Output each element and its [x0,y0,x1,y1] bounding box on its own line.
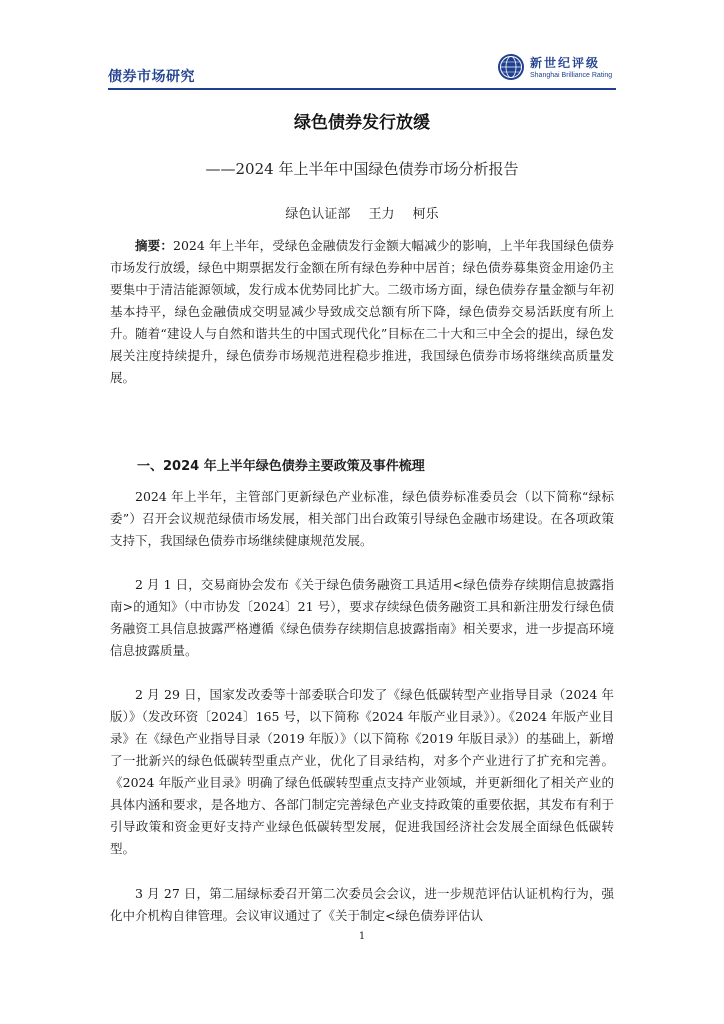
abstract-text: 2024 年上半年，受绿色金融债发行金额大幅减少的影响，上半年我国绿色债券市场发行放缓，绿色中期票据发行金额在所有绿色券种中居首；绿色债券募集资金用途仍主要集中于清洁能源领域，发行成本优势同比扩大。二级市场方面，绿色债券存量金额与年初基本持平，绿色金融债成交明显减少导致成交总额有所下降，绿色债券交易活跃度有所上升。随着“建设人与自然和谐共生的中国式现代化”目标在二十大和三中全会的提出，绿色发展关注度持续提升，绿色债券市场规范进程稳步推进，我国绿色债券市场将继续高质量发展。 [110,238,614,385]
logo-chinese-name: 新世纪评级 [530,56,601,70]
author-line [0,203,724,222]
header-divider [108,88,616,90]
page-number: 1 [358,931,366,942]
body-paragraph: 2024 年上半年，主管部门更新绿色产业标准，绿色债券标准委员会（以下简称“绿标委”）召开会议规范绿债市场发展，相关部门出台政策引导绿色金融市场建设。在各项政策支持下，我国绿色债券市场继续健康规范发展。 [110,489,614,548]
body-paragraph: 3 月 27 日，第二届绿标委召开第二次委员会会议，进一步规范评估认证机构行为，强化中介机构自律管理。会议审议通过了《关于制定<绿色债券评估认 [110,886,614,923]
department-name: 绿色认证部 [285,207,351,222]
report-subtitle: ——2024 年上半年中国绿色债券市场分析报告 [205,160,519,178]
abstract-paragraph [110,235,614,389]
header-section-title: 债券市场研究 [108,69,195,85]
logo-english-name: Shanghai Brilliance Rating [530,72,613,79]
report-title: 绿色债券发行放缓 [294,113,430,133]
globe-seal-icon [497,53,525,81]
abstract-label: 摘要： [135,238,173,253]
author-name: 王力 [368,207,395,222]
section-heading: 一、2024 年上半年绿色债券主要政策及事件梳理 [137,459,425,474]
body-paragraph: 2 月 1 日，交易商协会发布《关于绿色债务融资工具适用<绿色债券存续期信息披露指南>的通知》（中市协发〔2024〕21 号），要求存续绿色债务融资工具和新注册发行绿色债务融资工具信息披露严格遵循《绿色债券存续期信息披露指南》相关要求，进一步提高环境信息披露质量。 [110,577,614,658]
author-name: 柯乐 [412,207,439,222]
company-logo [497,53,621,87]
body-paragraph: 2 月 29 日，国家发改委等十部委联合印发了《绿色低碳转型产业指导目录（2024 年版）》（发改环资〔2024〕165 号，以下简称《2024 年版产业目录》）。《2024 年版产业目录》在《绿色产业指导目录（2019 年版）》（以下简称《2019 年版目录》）的基础上，新增了一批新兴的绿色低碳转型重点产业，优化了目录结构，对多个产业进行了扩充和完善。《2024 年版产业目录》明确了绿色低碳转型重点支持产业领域，并更新细化了相关产业的具体内涵和要求，是各地方、各部门制定完善绿色产业支持政策的重要依据，其发布有利于引导政策和资金更好支持产业绿色低碳转型发展，促进我国经济社会发展全面绿色低碳转型。 [110,687,614,856]
